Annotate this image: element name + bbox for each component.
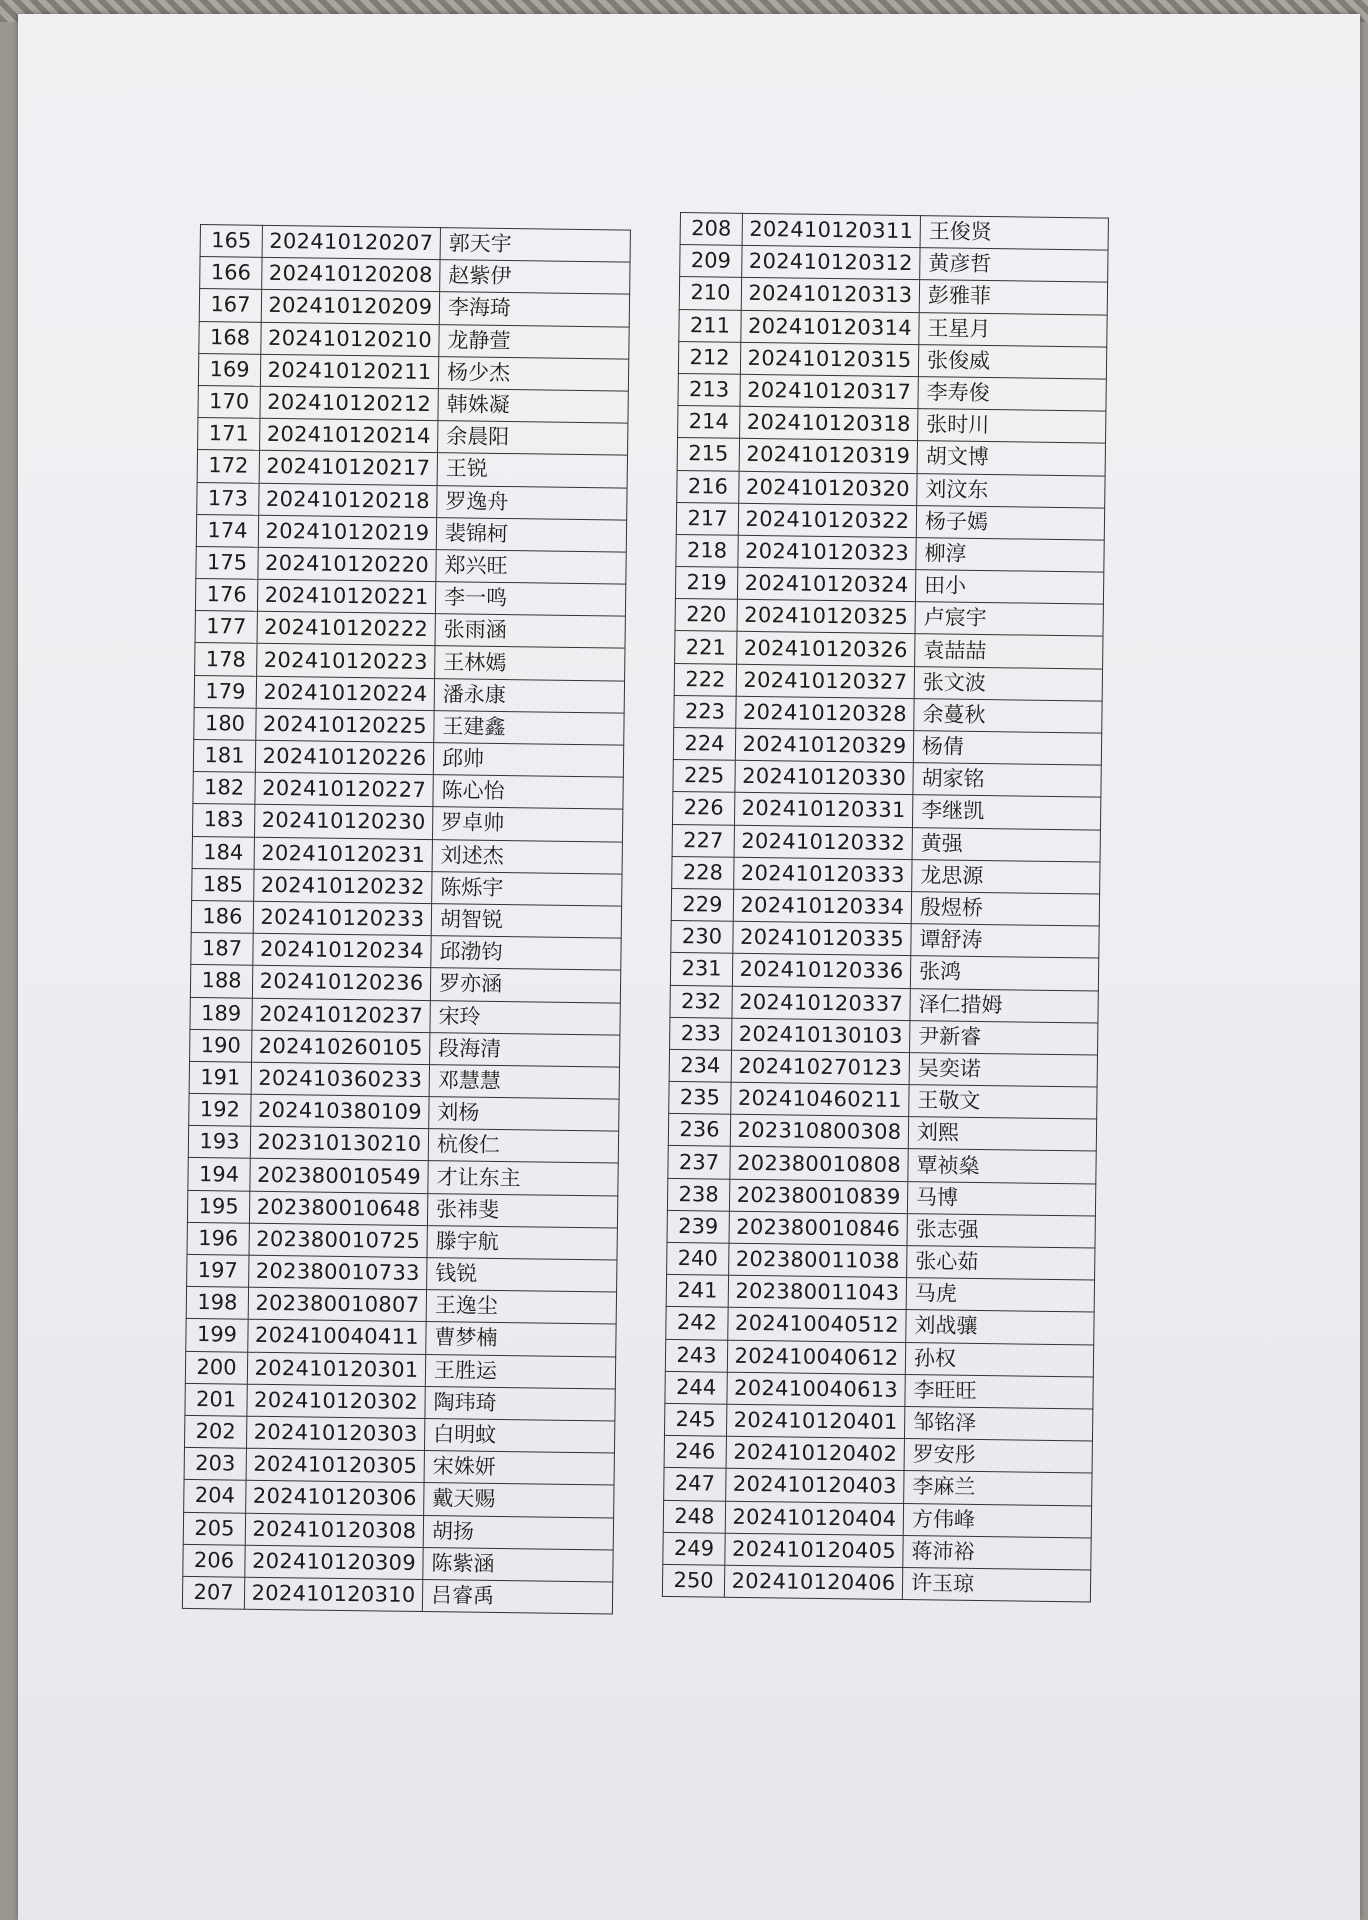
row-number: 202 [184,1415,246,1448]
row-number: 247 [664,1468,726,1501]
student-name: 柳淳 [916,537,1104,572]
student-id: 202410120329 [735,728,913,763]
student-name: 陈紫涵 [423,1547,613,1582]
table-row [662,1564,1090,1602]
student-id: 202410120218 [259,483,437,518]
student-id: 202380010648 [249,1191,427,1226]
row-number: 250 [662,1564,724,1597]
student-name: 李旺旺 [905,1374,1093,1409]
student-id: 202410120327 [736,664,914,699]
student-name: 钱锐 [427,1258,617,1293]
student-name: 刘熙 [908,1117,1096,1152]
student-id: 202380010725 [249,1223,427,1258]
student-id: 202410120337 [732,986,910,1021]
row-number: 190 [190,1029,252,1062]
row-number: 198 [186,1287,248,1320]
student-id: 202410120406 [724,1565,902,1600]
student-id: 202380010733 [249,1255,427,1290]
row-number: 213 [678,373,740,406]
student-name: 黄强 [912,827,1100,862]
student-id: 202410460211 [731,1082,909,1117]
student-list-right-body [662,213,1108,1603]
student-name: 邹铭泽 [904,1406,1092,1441]
row-number: 186 [191,900,253,933]
student-name: 覃祯燊 [908,1149,1096,1184]
student-id: 202410120312 [742,246,920,281]
student-id: 202410120332 [734,825,912,860]
student-id: 202410120306 [246,1481,424,1516]
row-number: 204 [184,1480,246,1513]
row-number: 244 [665,1371,727,1404]
student-name: 戴天赐 [424,1483,614,1518]
row-number: 218 [676,534,738,567]
student-id: 202410120225 [256,708,434,743]
row-number: 224 [673,727,735,760]
student-id: 202410120211 [260,354,438,389]
table-row [182,1576,612,1614]
student-id: 202410120404 [725,1501,903,1536]
student-name: 潘永康 [434,678,624,713]
student-id: 202410120315 [740,342,918,377]
row-number: 197 [187,1254,249,1287]
row-number: 220 [675,599,737,632]
student-id: 202410120334 [733,889,911,924]
student-id: 202410120325 [737,600,915,635]
student-id: 202410120331 [734,793,912,828]
student-name: 宋玲 [430,1000,620,1035]
student-id: 202410120221 [257,579,435,614]
row-number: 249 [663,1532,725,1565]
student-name: 泽仁措姆 [910,988,1098,1023]
row-number: 221 [675,631,737,664]
student-name: 蒋沛裕 [903,1535,1091,1570]
row-number: 226 [672,792,734,825]
student-name: 张俊威 [918,344,1106,379]
row-number: 238 [667,1178,729,1211]
student-name: 陈烁宇 [432,871,622,906]
row-number: 171 [198,418,260,451]
student-name: 张文波 [914,666,1102,701]
student-name: 邱帅 [433,743,623,778]
student-name: 尹新睿 [910,1020,1098,1055]
row-number: 216 [677,470,739,503]
student-id: 202410120330 [735,760,913,795]
student-name: 郭天宇 [440,228,630,263]
row-number: 215 [677,438,739,471]
row-number: 209 [680,245,742,278]
student-id: 202410120212 [260,386,438,421]
row-number: 177 [195,611,257,644]
row-number: 189 [190,997,252,1030]
row-number: 211 [679,309,741,342]
student-id: 202410120308 [245,1513,423,1548]
student-name: 裴锦柯 [436,517,626,552]
row-number: 225 [673,760,735,793]
student-id: 202410120303 [246,1416,424,1451]
student-name: 段海清 [430,1032,620,1067]
student-id: 202410120220 [258,547,436,582]
student-name: 张祎斐 [427,1193,617,1228]
student-id: 202410120314 [741,310,919,345]
student-name: 杭俊仁 [428,1129,618,1164]
student-name: 张心茹 [907,1246,1095,1281]
student-name: 王胜运 [425,1354,615,1389]
student-id: 202410120317 [740,374,918,409]
row-number: 173 [197,482,259,515]
student-name: 胡智锐 [431,904,621,939]
student-id: 202410120318 [740,406,918,441]
student-id: 202410120403 [726,1469,904,1504]
student-name: 韩姝凝 [438,389,628,424]
row-number: 236 [668,1114,730,1147]
row-number: 183 [192,804,254,837]
row-number: 175 [196,546,258,579]
student-name: 方伟峰 [903,1503,1091,1538]
student-name: 刘杨 [429,1097,619,1132]
student-name: 谭舒涛 [911,924,1099,959]
row-number: 242 [666,1307,728,1340]
student-name: 龙思源 [912,859,1100,894]
row-number: 165 [200,225,262,258]
student-id: 202410120231 [254,837,432,872]
row-number: 174 [196,514,258,547]
row-number: 188 [190,965,252,998]
student-name: 许玉琼 [902,1567,1090,1602]
student-id: 202410120333 [734,857,912,892]
student-id: 202410120310 [244,1577,422,1612]
student-id: 202410120224 [256,676,434,711]
student-id: 202410120210 [261,322,439,357]
row-number: 229 [671,888,733,921]
student-name: 黄彦哲 [920,248,1108,283]
row-number: 200 [185,1351,247,1384]
row-number: 176 [195,579,257,612]
student-id: 202410120305 [246,1448,424,1483]
student-name: 吕睿禹 [422,1579,612,1614]
student-id: 202380010808 [730,1147,908,1182]
row-number: 248 [663,1500,725,1533]
student-id: 202380010846 [729,1211,907,1246]
student-id: 202410120311 [742,213,920,248]
student-id: 202380010839 [729,1179,907,1214]
student-name: 余晨阳 [438,421,628,456]
student-id: 202410130103 [732,1018,910,1053]
student-name: 王锐 [437,453,627,488]
row-number: 201 [185,1383,247,1416]
student-name: 王敬文 [909,1085,1097,1120]
student-name: 卢宸宇 [915,602,1103,637]
row-number: 178 [195,643,257,676]
student-name: 吴奕诺 [909,1052,1097,1087]
student-name: 曹梦楠 [426,1322,616,1357]
student-name: 刘汶东 [917,473,1105,508]
student-list-right [662,212,1109,1603]
student-name: 李寿俊 [918,377,1106,412]
student-name: 王林嫣 [435,646,625,681]
student-id: 202410120336 [732,954,910,989]
student-id: 202410120324 [737,567,915,602]
student-id: 202410120328 [736,696,914,731]
row-number: 192 [189,1093,251,1126]
row-number: 166 [200,257,262,290]
student-name: 孙权 [905,1342,1093,1377]
student-name: 宋姝妍 [424,1451,614,1486]
row-number: 239 [667,1210,729,1243]
student-name: 彭雅菲 [919,280,1107,315]
student-id: 202410120217 [259,451,437,486]
student-name: 陶玮琦 [425,1386,615,1421]
student-id: 202410270123 [731,1050,909,1085]
row-number: 172 [197,450,259,483]
student-name: 杨倩 [913,731,1101,766]
student-name: 罗逸舟 [437,485,627,520]
student-id: 202410120222 [257,612,435,647]
row-number: 167 [199,289,261,322]
student-id: 202410120207 [262,225,440,260]
row-number: 228 [672,856,734,889]
row-number: 207 [182,1576,244,1609]
row-number: 233 [670,1017,732,1050]
student-name: 胡扬 [423,1515,613,1550]
row-number: 223 [674,695,736,728]
paper-sheet [18,14,1360,1920]
student-name: 张雨涵 [435,614,625,649]
student-id: 202410120323 [738,535,916,570]
student-name: 罗安彤 [904,1439,1092,1474]
student-id: 202410120208 [262,258,440,293]
student-id: 202410120234 [253,933,431,968]
row-number: 193 [188,1126,250,1159]
student-name: 李一鸣 [435,582,625,617]
student-name: 余蔓秋 [914,698,1102,733]
student-name: 张时川 [918,409,1106,444]
row-number: 185 [192,868,254,901]
row-number: 219 [675,567,737,600]
row-number: 181 [193,739,255,772]
row-number: 230 [671,921,733,954]
student-name: 马博 [907,1181,1095,1216]
row-number: 234 [669,1049,731,1082]
student-name: 李海琦 [439,292,629,327]
student-name: 杨少杰 [438,356,628,391]
row-number: 195 [187,1190,249,1223]
student-name: 邱渤钧 [431,936,621,971]
row-number: 232 [670,985,732,1018]
student-name: 刘述杰 [432,839,622,874]
row-number: 240 [667,1242,729,1275]
student-id: 202410120214 [260,418,438,453]
student-id: 202410120301 [247,1352,425,1387]
student-id: 202410120223 [257,644,435,679]
row-number: 184 [192,836,254,869]
student-id: 202410120230 [254,805,432,840]
row-number: 214 [678,406,740,439]
student-name: 王俊贤 [920,216,1108,251]
row-number: 191 [189,1061,251,1094]
student-id: 202410040411 [248,1320,426,1355]
student-id: 202410120322 [738,503,916,538]
student-id: 202410120313 [741,278,919,313]
student-name: 陈心怡 [433,775,623,810]
student-id: 202410120401 [726,1404,904,1439]
row-number: 196 [187,1222,249,1255]
student-id: 202410040613 [727,1372,905,1407]
student-name: 白明蚊 [424,1418,614,1453]
row-number: 205 [183,1512,245,1545]
student-id: 202380010549 [250,1159,428,1194]
student-list-left-body [182,225,630,1615]
row-number: 170 [198,385,260,418]
student-id: 202410120226 [255,740,433,775]
student-list-left [182,224,631,1615]
row-number: 169 [198,353,260,386]
student-name: 杨子嫣 [916,505,1104,540]
student-id: 202310800308 [730,1114,908,1149]
student-id: 202310130210 [250,1126,428,1161]
student-id: 202380011043 [728,1275,906,1310]
student-id: 202380010807 [248,1287,426,1322]
student-id: 202410120236 [252,966,430,1001]
student-id: 202410120233 [253,901,431,936]
student-name: 赵紫伊 [440,260,630,295]
student-id: 202410120232 [254,869,432,904]
student-name: 张志强 [907,1213,1095,1248]
row-number: 212 [678,341,740,374]
student-name: 龙静萱 [439,324,629,359]
student-name: 才让东主 [428,1161,618,1196]
student-name: 马虎 [906,1278,1094,1313]
student-id: 202410120237 [252,998,430,1033]
student-name: 胡家铭 [913,763,1101,798]
row-number: 227 [672,824,734,857]
row-number: 235 [669,1081,731,1114]
row-number: 245 [664,1403,726,1436]
row-number: 246 [664,1436,726,1469]
student-name: 王星月 [919,312,1107,347]
student-id: 202410120335 [733,921,911,956]
student-name: 郑兴旺 [436,549,626,584]
row-number: 168 [199,321,261,354]
row-number: 231 [670,953,732,986]
student-id: 202380011038 [729,1243,907,1278]
student-id: 202410120320 [739,471,917,506]
row-number: 180 [194,707,256,740]
student-id: 202410120302 [247,1384,425,1419]
student-id: 202410120209 [261,290,439,325]
student-id: 202410120326 [737,632,915,667]
student-name: 刘战骧 [906,1310,1094,1345]
student-id: 202410380109 [251,1094,429,1129]
row-number: 194 [188,1158,250,1191]
student-id: 202410120227 [255,772,433,807]
row-number: 243 [665,1339,727,1372]
row-number: 237 [668,1146,730,1179]
student-id: 202410120402 [726,1436,904,1471]
student-id: 202410120319 [739,439,917,474]
student-name: 张鸿 [910,956,1098,991]
student-name: 李继凯 [912,795,1100,830]
student-name: 王逸尘 [426,1290,616,1325]
student-id: 202410360233 [251,1062,429,1097]
row-number: 203 [184,1448,246,1481]
student-name: 殷煜桥 [911,892,1099,927]
student-id: 202410040612 [727,1340,905,1375]
row-number: 241 [666,1275,728,1308]
student-id: 202410120309 [245,1545,423,1580]
row-number: 222 [674,663,736,696]
student-name: 王建鑫 [434,710,624,745]
student-name: 李麻兰 [904,1471,1092,1506]
row-number: 208 [680,213,742,246]
student-name: 罗卓帅 [432,807,622,842]
student-id: 202410260105 [252,1030,430,1065]
student-id: 202410120405 [725,1533,903,1568]
student-id: 202410040512 [728,1308,906,1343]
student-name: 滕宇航 [427,1225,617,1260]
student-id: 202410120219 [258,515,436,550]
row-number: 210 [679,277,741,310]
row-number: 217 [676,502,738,535]
row-number: 179 [194,675,256,708]
student-name: 田小 [915,570,1103,605]
row-number: 187 [191,933,253,966]
student-name: 罗亦涵 [430,968,620,1003]
student-name: 胡文博 [917,441,1105,476]
row-number: 206 [183,1544,245,1577]
student-name: 袁喆喆 [915,634,1103,669]
student-name: 邓慧慧 [429,1064,619,1099]
row-number: 182 [193,772,255,805]
row-number: 199 [186,1319,248,1352]
